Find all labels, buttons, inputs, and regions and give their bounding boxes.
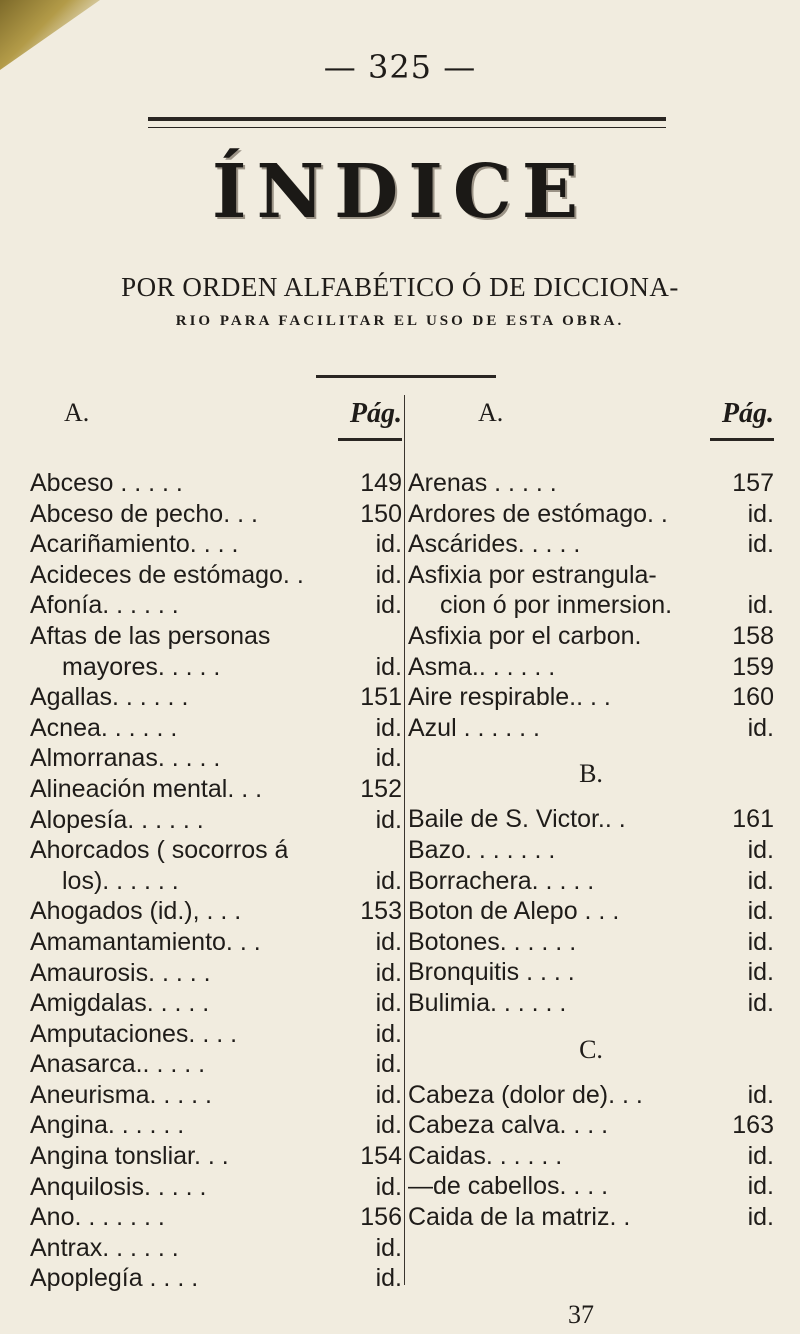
- entry-title: Anquilosis. . . . .: [30, 1172, 207, 1201]
- header-rule-thin: [148, 127, 666, 128]
- entry-page: id.: [375, 1233, 402, 1262]
- index-entry: [408, 713, 774, 744]
- index-entry: [30, 743, 402, 774]
- index-entry: [30, 866, 402, 897]
- index-entry: [408, 835, 774, 866]
- entry-page: id.: [375, 1019, 402, 1048]
- entry-page: id.: [747, 1141, 774, 1170]
- entry-page: id.: [375, 1172, 402, 1201]
- index-entry: [408, 621, 774, 652]
- entry-title: Aire respirable.. . .: [408, 683, 611, 712]
- left-header-dash: [338, 438, 402, 441]
- entry-page: [398, 621, 402, 652]
- entry-title: Abceso de pecho. . .: [30, 499, 258, 528]
- entry-title: Amamantamiento. . .: [30, 927, 261, 956]
- index-entry: [30, 499, 402, 530]
- section-divider: [316, 375, 496, 378]
- entry-title: Arenas . . . . .: [408, 469, 557, 497]
- entry-page: 159: [732, 652, 774, 681]
- entry-title: Aneurisma. . . . .: [30, 1080, 213, 1109]
- entry-page: id.: [747, 530, 774, 559]
- index-entry: [30, 988, 402, 1019]
- entry-page: id.: [375, 744, 402, 773]
- entry-title: Caidas. . . . . .: [408, 1141, 563, 1170]
- entry-page: id.: [375, 713, 402, 742]
- index-entry: [408, 866, 774, 897]
- entry-title: Acideces de estómago. .: [30, 560, 304, 589]
- left-column: [30, 398, 402, 1294]
- entries-c: [408, 1080, 774, 1233]
- entries-a: [408, 468, 774, 743]
- entry-page: id.: [375, 652, 402, 681]
- entry-title: Almorranas. . . . .: [30, 744, 221, 773]
- entry-title: cion ó por inmersion.: [440, 591, 673, 620]
- entry-page: id.: [375, 1111, 402, 1140]
- entry-title: Acnea. . . . . .: [30, 713, 178, 742]
- right-page-header: Pág.: [721, 398, 774, 429]
- index-entry: [30, 1202, 402, 1233]
- entry-page: id.: [747, 958, 774, 987]
- header-rule-thick: [148, 117, 666, 121]
- entry-page: 152: [360, 774, 402, 803]
- index-entry: [30, 1172, 402, 1203]
- index-entry: [408, 652, 774, 683]
- index-entry: [30, 1049, 402, 1080]
- entry-title: los). . . . . .: [62, 866, 179, 895]
- entry-page: id.: [375, 560, 402, 589]
- entry-page: 149: [360, 469, 402, 497]
- left-entry-list: [30, 468, 402, 1294]
- entry-page: id.: [747, 988, 774, 1017]
- entry-title: Botones. . . . . .: [408, 927, 577, 956]
- index-entry: [30, 896, 402, 927]
- entry-title: Abceso . . . . .: [30, 469, 183, 497]
- entry-page: id.: [747, 499, 774, 528]
- entry-page: 150: [360, 499, 402, 528]
- entry-title: Bulimia. . . . . .: [408, 988, 567, 1017]
- right-entry-list: [408, 468, 774, 1232]
- index-entry: [30, 713, 402, 744]
- entry-title: —de cabellos. . . .: [408, 1172, 609, 1201]
- entry-page: id.: [747, 1172, 774, 1201]
- entry-title: Amputaciones. . . .: [30, 1019, 238, 1048]
- index-entry: [408, 560, 774, 591]
- index-entry: [408, 988, 774, 1019]
- entry-title: Amaurosis. . . . .: [30, 958, 211, 987]
- entry-title: Alopesía. . . . . .: [30, 805, 204, 834]
- index-entry: [408, 896, 774, 927]
- entry-title: Asfixia por estrangula-: [408, 560, 657, 589]
- entry-page: 163: [732, 1111, 774, 1140]
- entry-page: id.: [375, 1050, 402, 1079]
- heading-block: [0, 149, 800, 235]
- index-entry: [408, 804, 774, 835]
- index-entry: [30, 621, 402, 652]
- entry-title: Ahogados (id.), . . .: [30, 897, 242, 926]
- entry-page: 158: [732, 621, 774, 650]
- index-entry: [408, 1080, 774, 1111]
- right-header-dash: [710, 438, 774, 441]
- entry-title: Borrachera. . . . .: [408, 866, 595, 895]
- entry-title: Boton de Alepo . . .: [408, 897, 620, 926]
- entry-page: 160: [732, 683, 774, 712]
- index-entry: [408, 1110, 774, 1141]
- index-entry: [30, 774, 402, 805]
- index-entry: [30, 468, 402, 499]
- entry-page: id.: [375, 866, 402, 895]
- entry-title: Agallas. . . . . .: [30, 683, 189, 712]
- entry-page: id.: [747, 897, 774, 926]
- entry-page: 151: [360, 683, 402, 712]
- entry-title: Aftas de las personas: [30, 621, 271, 650]
- entry-title: Ardores de estómago. .: [408, 499, 668, 528]
- index-entry: [408, 927, 774, 958]
- entry-title: Afonía. . . . . .: [30, 591, 179, 620]
- index-entry: [408, 499, 774, 530]
- index-entry: [30, 652, 402, 683]
- index-entry: [408, 957, 774, 988]
- section-letter-b: B.: [579, 759, 603, 789]
- entry-title: Acariñamiento. . . .: [30, 530, 239, 559]
- entry-page: [770, 560, 774, 591]
- signature-mark: 37: [568, 1300, 594, 1329]
- entry-title: Cabeza (dolor de). . .: [408, 1080, 643, 1109]
- index-entry: [30, 1233, 402, 1264]
- entry-page: id.: [747, 1080, 774, 1109]
- index-entry: [408, 590, 774, 621]
- entry-page: id.: [747, 835, 774, 864]
- entry-page: 154: [360, 1142, 402, 1171]
- entry-page: id.: [375, 591, 402, 620]
- entry-page: [398, 835, 402, 866]
- index-entry: [408, 1171, 774, 1202]
- entry-page: 153: [360, 897, 402, 926]
- entry-title: Cabeza calva. . . .: [408, 1111, 609, 1140]
- index-entry: [30, 835, 402, 866]
- index-entry: [30, 958, 402, 989]
- entry-page: id.: [747, 591, 774, 620]
- entry-title: Asma.. . . . . .: [408, 652, 556, 681]
- entry-title: Ascárides. . . . .: [408, 530, 581, 559]
- entry-page: 156: [360, 1203, 402, 1232]
- entry-page: id.: [375, 1080, 402, 1109]
- right-section-letter: A.: [478, 398, 504, 427]
- entry-title: Amigdalas. . . . .: [30, 989, 210, 1018]
- index-entry: [30, 560, 402, 591]
- entry-title: Ano. . . . . . .: [30, 1203, 165, 1232]
- index-entry: [30, 1019, 402, 1050]
- left-page-header: Pág.: [349, 398, 402, 429]
- index-entry: [30, 529, 402, 560]
- subtitle-line-2: RIO PARA FACILITAR EL USO DE ESTA OBRA.: [175, 313, 625, 329]
- right-column-header: [408, 398, 774, 438]
- index-entry: [30, 590, 402, 621]
- entry-page: id.: [375, 927, 402, 956]
- index-entry: [408, 1202, 774, 1233]
- entry-page: id.: [747, 866, 774, 895]
- entry-title: Alineación mental. . .: [30, 774, 263, 803]
- index-entry: [408, 529, 774, 560]
- entry-page: id.: [375, 989, 402, 1018]
- entry-title: Caida de la matriz. .: [408, 1202, 631, 1231]
- entries-b: [408, 804, 774, 1018]
- index-entry: [30, 1141, 402, 1172]
- subtitle-line-1: POR ORDEN ALFABÉTICO Ó DE DICCIONA-: [121, 272, 679, 302]
- index-entry: [408, 1141, 774, 1172]
- left-column-header: [30, 398, 402, 438]
- entry-page: 161: [732, 805, 774, 834]
- entry-page: id.: [747, 927, 774, 956]
- entry-title: Angina. . . . . .: [30, 1111, 185, 1140]
- index-entry: [30, 1080, 402, 1111]
- entry-title: Baile de S. Victor.. .: [408, 805, 626, 834]
- right-column: [408, 398, 774, 1232]
- index-entry: [30, 805, 402, 836]
- entry-page: id.: [375, 1264, 402, 1293]
- column-divider: [404, 395, 405, 1285]
- entry-title: mayores. . . . .: [62, 652, 221, 681]
- entry-page: 157: [732, 469, 774, 497]
- left-section-letter: A.: [64, 398, 90, 427]
- entry-page: id.: [375, 958, 402, 987]
- entry-title: Bronquitis . . . .: [408, 958, 575, 987]
- entry-title: Antrax. . . . . .: [30, 1233, 179, 1262]
- index-entry: [30, 1110, 402, 1141]
- entry-title: Anasarca.. . . . .: [30, 1050, 206, 1079]
- entry-page: id.: [747, 713, 774, 742]
- index-heading: ÍNDICE: [211, 149, 589, 235]
- entry-title: Bazo. . . . . . .: [408, 835, 556, 864]
- index-entry: [408, 468, 774, 499]
- entry-page: id.: [375, 805, 402, 834]
- index-entry: [30, 682, 402, 713]
- entry-title: Azul . . . . . .: [408, 713, 540, 742]
- index-entry: [408, 682, 774, 713]
- entry-page: id.: [375, 530, 402, 559]
- entry-page: id.: [747, 1202, 774, 1231]
- index-entry: [30, 1263, 402, 1294]
- section-letter-c: C.: [579, 1034, 603, 1064]
- entry-title: Ahorcados ( socorros á: [30, 836, 289, 865]
- page-number: — 325 —: [323, 48, 477, 86]
- entry-title: Apoplegía . . . .: [30, 1264, 199, 1293]
- entry-title: Angina tonsliar. . .: [30, 1142, 229, 1171]
- entry-title: Asfixia por el carbon.: [408, 621, 642, 650]
- index-entry: [30, 927, 402, 958]
